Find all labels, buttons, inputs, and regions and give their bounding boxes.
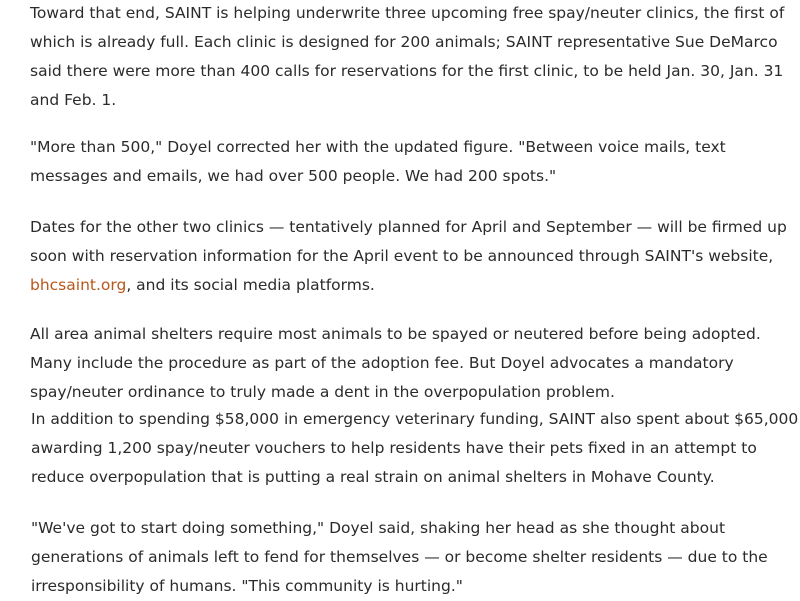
text-line: Toward that end, SAINT is helping underwrite three upcoming free spay/neuter clinics, the first of <box>30 4 785 22</box>
paragraph-other-clinics <box>30 213 787 300</box>
text-fragment: , and its social media platforms. <box>126 276 375 294</box>
text-line: "We've got to start doing something," Doyel said, shaking her head as she thought about <box>31 519 726 537</box>
text-line: All area animal shelters require most animals to be spayed or neutered before being adopted. <box>30 325 761 343</box>
paragraph-clinics <box>30 0 784 115</box>
text-line: messages and emails, we had over 500 people. We had 200 spots." <box>30 167 557 185</box>
text-line: Dates for the other two clinics — tentatively planned for April and September — will be firmed up <box>30 218 787 236</box>
text-line: spay/neuter ordinance to truly made a dent in the overpopulation problem. <box>30 383 615 401</box>
website-link[interactable]: bhcsaint.org <box>30 276 127 294</box>
text-line: In addition to spending $58,000 in emergency veterinary funding, SAINT also spent about $65,000 <box>31 410 799 428</box>
paragraph-community-quote <box>31 514 768 601</box>
paragraph-funding <box>31 405 798 492</box>
text-line: which is already full. Each clinic is designed for 200 animals; SAINT representative Sue DeMarco <box>30 33 778 51</box>
text-line: "More than 500," Doyel corrected her with the updated figure. "Between voice mails, text <box>30 138 726 156</box>
text-line: generations of animals left to fend for themselves — or become shelter residents — due to the <box>31 548 768 566</box>
text-line: and Feb. 1. <box>30 91 117 109</box>
text-line: Many include the procedure as part of the adoption fee. But Doyel advocates a mandatory <box>30 354 734 372</box>
text-line: irresponsibility of humans. "This community is hurting." <box>31 577 463 595</box>
text-line <box>30 271 787 300</box>
text-line: soon with reservation information for the April event to be announced through SAINT's website, <box>30 247 774 265</box>
paragraph-doyel-quote <box>30 133 726 191</box>
text-line: awarding 1,200 spay/neuter vouchers to help residents have their pets fixed in an attempt to <box>31 439 757 457</box>
text-line: said there were more than 400 calls for reservations for the first clinic, to be held Jan. 30, Jan. 31 <box>30 62 784 80</box>
text-line: reduce overpopulation that is putting a real strain on animal shelters in Mohave County. <box>31 468 715 486</box>
paragraph-shelters <box>30 320 761 407</box>
